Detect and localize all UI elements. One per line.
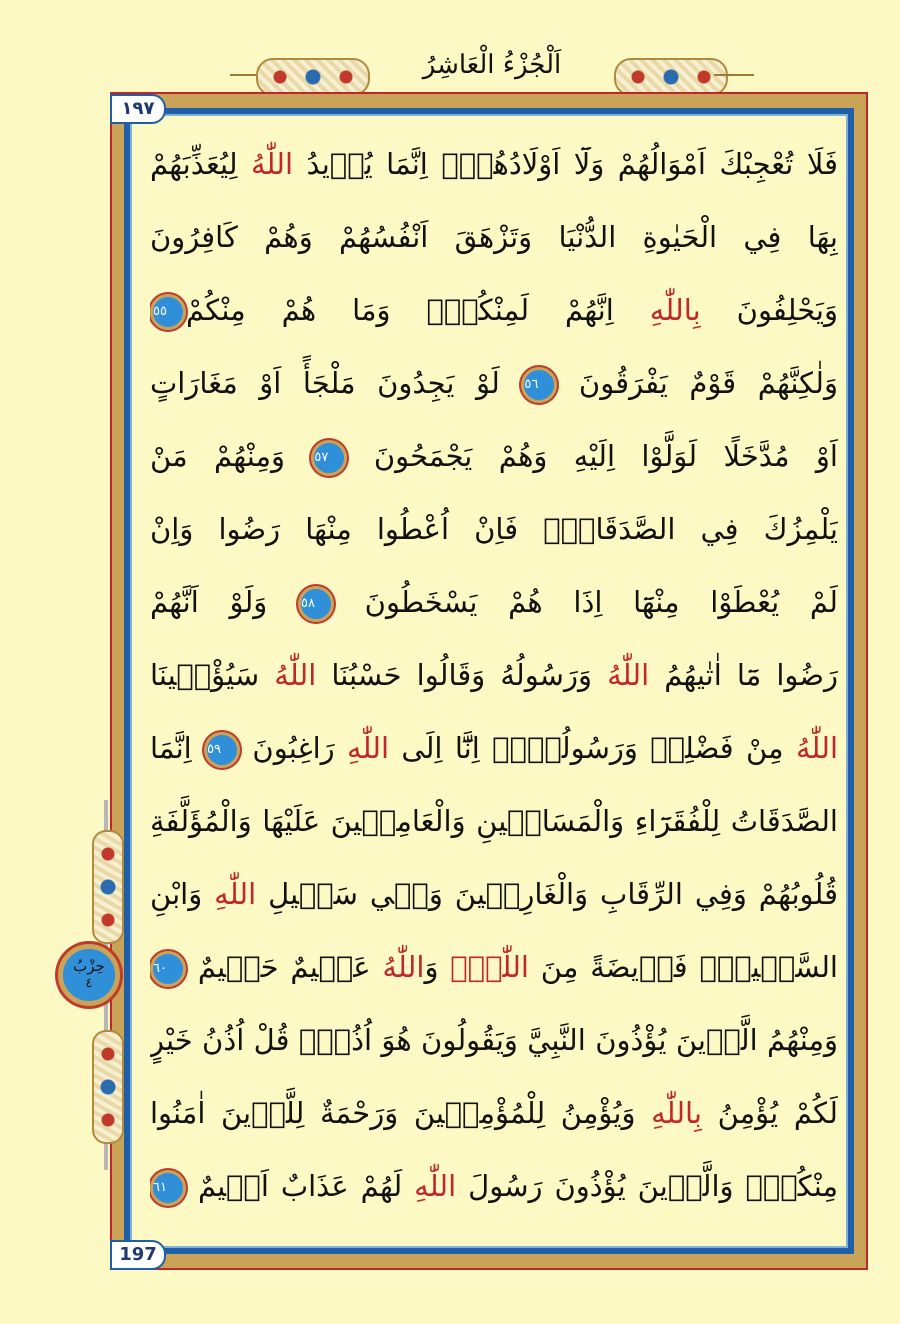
- verse-text: فَلَا تُعْجِبْكَ اَمْوَالُهُمْ وَلَٓا اَوْلَادُهُمْۜ اِنَّمَا يُر۪يدُ: [293, 147, 838, 181]
- verse-text: اِنَّهُمْ لَمِنْكُمْۜ وَمَا هُمْ مِنْكُمْ: [186, 293, 650, 327]
- verse-text: لَوْ يَجِدُونَ مَلْجَأً اَوْ مَغَارَاتٍ: [150, 366, 522, 400]
- verse-text: لِيُعَذِّبَهُمْ: [150, 147, 251, 181]
- verse-line: [150, 128, 838, 201]
- divine-name: اللّٰهُ: [274, 658, 317, 692]
- verse-text: وَ: [424, 950, 451, 984]
- verse-text: رَضُوا مَٓا اٰتٰيهُمُ: [649, 658, 838, 692]
- verse-text: وَمِنْهُمْ مَنْ: [150, 439, 312, 473]
- verse-text: يَلْمِزُكَ فِي الصَّدَقَاتِۚ فَاِنْ اُعْطُوا مِنْهَا رَضُوا وَاِنْ: [150, 512, 838, 546]
- verse-line: [150, 785, 838, 858]
- verse-text: مِنْكُمْۜ وَالَّذ۪ينَ يُؤْذُونَ رَسُولَ: [456, 1169, 838, 1203]
- ayah-number-marker: ٥٨: [298, 586, 334, 622]
- verse-text: وَلَوْ اَنَّهُمْ: [150, 585, 298, 619]
- verse-text: سَيُؤْت۪ينَا: [150, 658, 275, 692]
- verse-text: وَمِنْهُمُ الَّذ۪ينَ يُؤْذُونَ النَّبِيَّ وَيَقُولُونَ هُوَ اُذُنٌۜ قُلْ اُذُنُ خَيْرٍ: [150, 1023, 838, 1057]
- verse-text: لَهُمْ عَذَابٌ اَل۪يمٌ: [186, 1169, 415, 1203]
- verse-text: مِنْ فَضْلِه۪ وَرَسُولُهُٓۙ اِنَّٓا اِلَى: [389, 731, 796, 765]
- divine-name: اللّٰهِ: [214, 877, 257, 911]
- divine-name: اللّٰهِۜ: [450, 950, 529, 984]
- verse-text: وَابْنِ: [150, 877, 215, 911]
- verse-line: [150, 274, 838, 347]
- verse-text: اَوْ مُدَّخَلًا لَوَلَّوْا اِلَيْهِ وَهُمْ يَجْمَحُونَ: [347, 439, 838, 473]
- verse-line: [150, 712, 838, 785]
- divine-name: اللّٰهُ: [382, 950, 425, 984]
- verse-text: اِنَّمَا: [150, 731, 205, 765]
- verse-line: [150, 1004, 838, 1077]
- ayah-number-marker: ٥٩: [204, 732, 240, 768]
- verse-text: السَّب۪يلِۜ فَر۪يضَةً مِنَ: [528, 950, 838, 984]
- divine-name: بِاللّٰهِ: [649, 293, 701, 327]
- verse-line: [150, 566, 838, 639]
- verse-text: بِهَا فِي الْحَيٰوةِ الدُّنْيَا وَتَزْهَقَ اَنْفُسُهُمْ وَهُمْ كَافِرُونَ: [150, 220, 838, 254]
- verse-text: الصَّدَقَاتُ لِلْفُقَرَٓاءِ وَالْمَسَاك۪ينِ وَالْعَامِل۪ينَ عَلَيْهَا وَالْمُؤَلَّفَةِ: [150, 804, 838, 838]
- divine-name: بِاللّٰهِ: [651, 1096, 702, 1130]
- divine-name: اللّٰهِ: [347, 731, 390, 765]
- divine-name: اللّٰهُ: [607, 658, 650, 692]
- verse-text: قُلُوبُهُمْ وَفِي الرِّقَابِ وَالْغَارِم۪ينَ وَف۪ي سَب۪يلِ: [256, 877, 838, 911]
- floral-ornament-bottom-icon: [92, 1030, 124, 1144]
- page-number-bottom: 197: [110, 1240, 166, 1270]
- verse-line: [150, 1077, 838, 1150]
- verse-line: [150, 420, 838, 493]
- ayah-number-marker: ٥٥: [150, 294, 186, 330]
- divine-name: اللّٰهِ: [414, 1169, 457, 1203]
- verse-text: وَيُؤْمِنُ لِلْمُؤْمِن۪ينَ وَرَحْمَةٌ لِلَّذ۪ينَ اٰمَنُوا: [150, 1096, 652, 1130]
- verse-line: [150, 931, 838, 1004]
- juz-title: اَلْجُزْءُ الْعَاشِرُ: [422, 50, 562, 80]
- verse-line: [150, 493, 838, 566]
- divine-name: اللّٰهُ: [251, 147, 294, 181]
- verse-text: لَمْ يُعْطَوْا مِنْهَٓا اِذَا هُمْ يَسْخَطُونَ: [334, 585, 838, 619]
- ayah-number-marker: ٥٦: [521, 367, 557, 403]
- hizb-number: ٤: [85, 976, 93, 991]
- header-rule-right: [714, 74, 754, 76]
- verse-text: وَلٰكِنَّهُمْ قَوْمٌ يَفْرَقُونَ: [557, 366, 838, 400]
- verse-line: [150, 201, 838, 274]
- verse-line: [150, 347, 838, 420]
- verse-line: [150, 1150, 838, 1223]
- hizb-word: حِزْبُ: [73, 957, 105, 975]
- verse-line: [150, 858, 838, 931]
- hizb-marker: [58, 944, 120, 1006]
- verse-text: وَيَحْلِفُونَ: [700, 293, 838, 327]
- verse-text-block: [150, 128, 838, 1228]
- header-ornament-left-icon: [256, 58, 370, 96]
- verse-line: [150, 639, 838, 712]
- verse-text: وَرَسُولُهُ وَقَالُوا حَسْبُنَا: [316, 658, 608, 692]
- divine-name: اللّٰهُ: [795, 731, 838, 765]
- ayah-number-marker: ٥٧: [311, 440, 347, 476]
- ayah-number-marker: ٦١: [150, 1170, 186, 1206]
- verse-text: عَل۪يمٌ حَك۪يمٌ: [186, 950, 383, 984]
- verse-text: لَكُمْ يُؤْمِنُ: [701, 1096, 838, 1130]
- ayah-number-marker: ٦٠: [150, 951, 186, 987]
- header-ornament-right-icon: [614, 58, 728, 96]
- page-number-top: ١٩٧: [110, 94, 166, 124]
- verse-text: رَاغِبُونَ: [240, 731, 348, 765]
- floral-ornament-top-icon: [92, 830, 124, 944]
